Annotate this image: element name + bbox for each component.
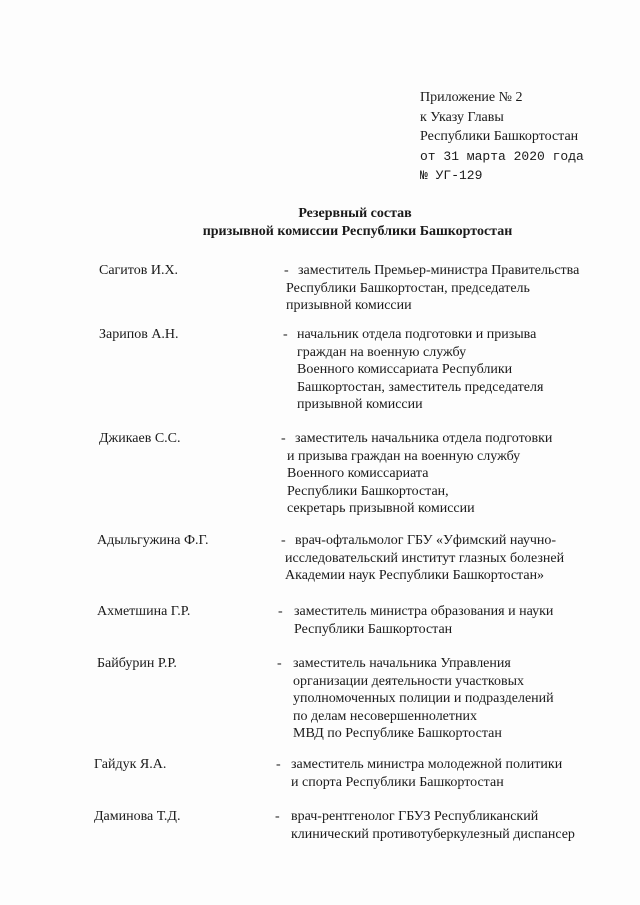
role-line: Республики Башкортостан, председатель [286, 280, 530, 296]
role-line: призывной комиссии [297, 397, 423, 412]
member-name: Джикаев С.С. [99, 431, 181, 446]
role-line: и призыва граждан на военную службу [287, 448, 521, 464]
annex-decree-number: № УГ-129 [420, 168, 483, 183]
annex-number: Приложение № 2 [420, 90, 523, 105]
member-name: Гайдук Я.А. [94, 757, 167, 772]
member-role [286, 262, 579, 315]
member-name: Байбурин Р.Р. [97, 656, 177, 671]
role-line: Башкортостан, заместитель председателя [297, 379, 544, 395]
member-name: Зарипов А.Н. [99, 327, 179, 342]
role-line: Военного комиссариата Республики [297, 362, 513, 377]
member-role [297, 326, 543, 414]
annex-header [420, 88, 584, 186]
role-line: исследовательский институт глазных болезней [285, 550, 565, 566]
annex-decree-ref: к Указу Главы [420, 109, 504, 125]
member-name: Сагитов И.Х. [99, 263, 179, 278]
member-role [293, 655, 554, 743]
role-line: Академии наук Республики Башкортостан» [285, 568, 545, 583]
role-line: призывной комиссии [286, 298, 412, 313]
annex-republic: Республики Башкортостан [420, 129, 579, 144]
member-dash: - [276, 757, 281, 772]
role-line: врач-офтальмолог ГБУ «Уфимский научно- [295, 533, 557, 548]
title-line-2: призывной комиссии Республики Башкортостан [202, 224, 513, 239]
member-dash: - [281, 533, 286, 548]
role-line: заместитель начальника Управления [293, 656, 511, 671]
member-dash: - [275, 809, 280, 824]
role-line: и спорта Республики Башкортостан [291, 774, 504, 790]
role-line: врач-рентгенолог ГБУЗ Республиканский [291, 809, 539, 824]
annex-date: от 31 марта 2020 года [420, 148, 584, 164]
member-name: Адыльгужина Ф.Г. [97, 533, 209, 548]
member-dash: - [281, 431, 286, 446]
role-line: Военного комиссариата [287, 466, 429, 481]
role-line: клинический противотуберкулезный диспансер [291, 826, 575, 842]
role-line: секретарь призывной комиссии [287, 501, 475, 516]
role-line: МВД по Республике Башкортостан [293, 726, 502, 741]
member-name: Ахметшина Г.Р. [97, 604, 191, 619]
member-dash: - [283, 327, 288, 342]
role-line: заместитель министра образования и науки [294, 604, 554, 619]
role-line: Республики Башкортостан [294, 621, 453, 637]
role-line: начальник отдела подготовки и призыва [297, 327, 537, 342]
role-line: организации деятельности участковых [293, 673, 524, 689]
document-title [0, 205, 640, 241]
member-role [285, 532, 565, 585]
member-role [294, 603, 553, 638]
role-line: заместитель начальника отдела подготовки [295, 431, 553, 446]
title-line-1: Резервный состав [298, 206, 412, 221]
member-dash: - [278, 604, 283, 619]
role-line: по делам несовершеннолетних [293, 708, 477, 724]
member-dash: - [284, 263, 289, 278]
role-line: Республики Башкортостан, [287, 483, 449, 499]
member-dash: - [277, 656, 282, 671]
member-name: Даминова Т.Д. [94, 809, 181, 824]
member-role [291, 808, 575, 843]
member-role [287, 430, 553, 518]
role-line: уполномоченных полиции и подразделений [293, 691, 554, 706]
role-line: граждан на военную службу [297, 344, 467, 360]
role-line: заместитель Премьер-министра Правительства [298, 263, 580, 278]
member-role [291, 756, 562, 791]
role-line: заместитель министра молодежной политики [291, 757, 563, 772]
